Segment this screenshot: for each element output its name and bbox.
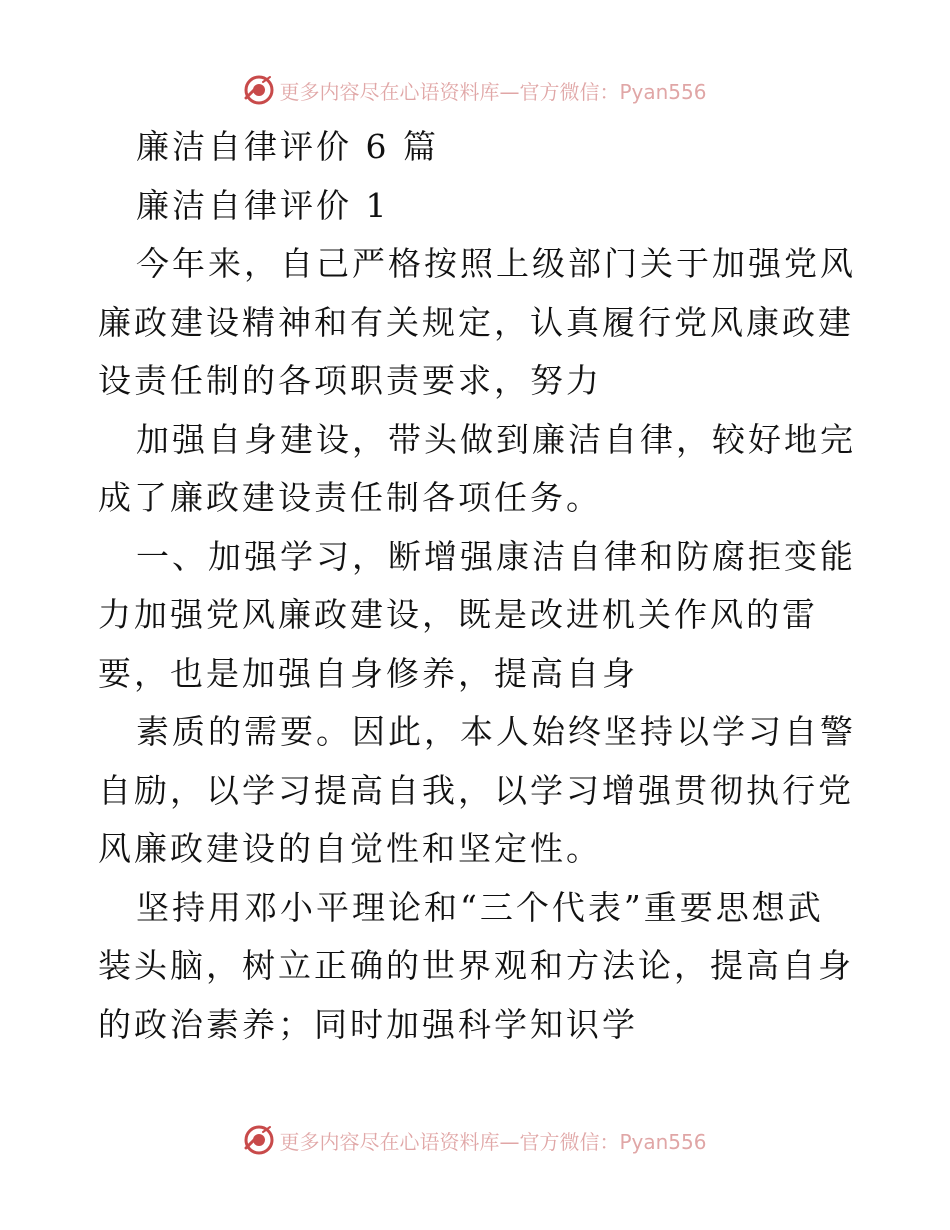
header-banner <box>0 70 950 110</box>
footer-banner <box>0 1120 950 1160</box>
paragraph: 今年来，自己严格按照上级部门关于加强党风廉政建设精神和有关规定，认真履行党风康政建设责任制的各项职责要求，努力 <box>98 244 856 400</box>
paragraph: 一、加强学习，断增强康洁自律和防腐拒变能力加强党风廉政建设，既是改进机关作风的雷要，也是加强自身修养，提高自身 <box>98 536 856 693</box>
document-body <box>98 118 858 1054</box>
banner-text: 更多内容尽在心语资料库—官方微信：Pyan556 <box>279 79 707 104</box>
logo-icon <box>243 74 275 106</box>
document-title: 廉洁自律评价 6 篇 <box>136 127 439 166</box>
banner-text: 更多内容尽在心语资料库—官方微信：Pyan556 <box>279 1129 707 1154</box>
paragraph: 素质的需要。因此，本人始终坚持以学习自警自励，以学习提高自我，以学习增强贯彻执行党风廉政建设的自觉性和坚定性。 <box>98 712 856 868</box>
logo-icon <box>243 1124 275 1156</box>
document-subtitle: 廉洁自律评价 1 <box>136 185 390 225</box>
paragraph: 加强自身建设，带头做到廉洁自律，较好地完成了廉政建设责任制各项任务。 <box>98 419 856 517</box>
paragraph: 坚持用邓小平理论和“三个代表”重要思想武装头脑，树立正确的世界观和方法论，提高自身的政治素养；同时加强科学知识学 <box>98 887 854 1044</box>
